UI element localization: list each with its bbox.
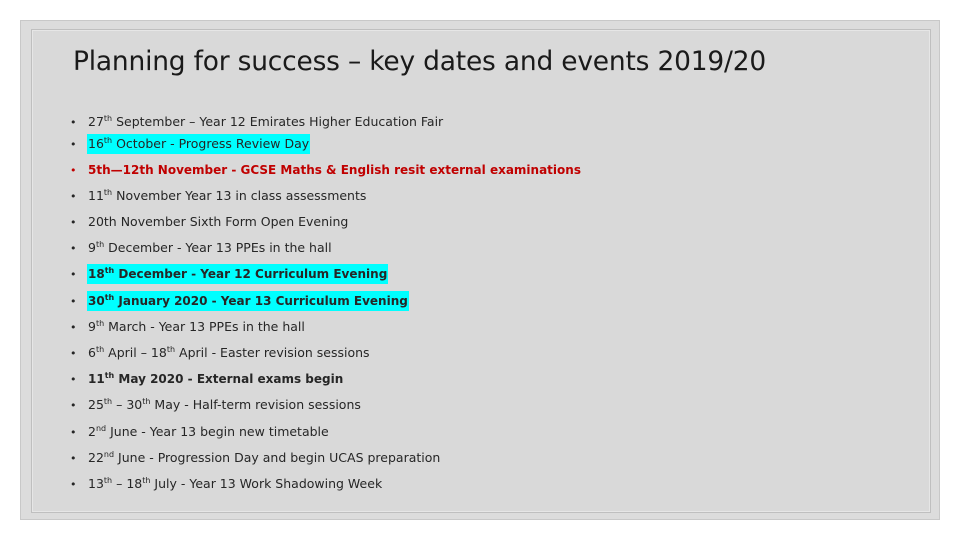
list-item-text <box>87 369 344 389</box>
ordinal-suffix: nd <box>103 450 115 459</box>
list-item <box>70 212 349 232</box>
list-item-text <box>87 186 367 206</box>
item-text-part: September – Year 12 Emirates Higher Education Fair <box>112 114 444 129</box>
list-item <box>70 448 441 468</box>
bullet-icon: • <box>70 164 77 177</box>
list-item <box>70 317 306 337</box>
item-text-part: – 30 <box>112 397 143 412</box>
list-item-text <box>87 474 383 494</box>
item-text-part: April - Easter revision sessions <box>175 345 370 360</box>
list-item <box>70 134 310 154</box>
item-text-part: – 18 <box>112 476 143 491</box>
item-text-part: May 2020 - External exams begin <box>114 372 344 386</box>
item-text-part: 22 <box>88 450 104 465</box>
bullet-icon: • <box>70 295 77 308</box>
bullet-icon: • <box>70 347 77 360</box>
list-item-text <box>87 317 306 337</box>
bullet-icon: • <box>70 399 77 412</box>
ordinal-suffix: th <box>103 476 113 485</box>
ordinal-suffix: th <box>142 476 151 485</box>
bullet-icon: • <box>70 190 77 203</box>
bullet-icon: • <box>70 138 77 151</box>
list-item-text <box>87 212 349 232</box>
item-text-part: 5th—12th November - GCSE Maths & English resit external examinations <box>88 163 581 177</box>
list-item-text <box>87 134 310 154</box>
ordinal-suffix: th <box>95 240 105 249</box>
page-title: Planning for success – key dates and events 2019/20 <box>73 46 767 77</box>
ordinal-suffix: th <box>103 136 113 145</box>
item-text-part: 25 <box>88 397 104 412</box>
item-text-part: 20th November Sixth Form Open Evening <box>88 214 349 229</box>
item-text-part: 11 <box>88 372 105 386</box>
list-item-text <box>87 448 441 468</box>
bullet-icon: • <box>70 478 77 491</box>
list-item <box>70 343 371 363</box>
bullet-icon: • <box>70 116 77 129</box>
list-item <box>70 238 333 258</box>
ordinal-suffix: th <box>104 293 115 302</box>
list-item <box>70 186 367 206</box>
bullet-icon: • <box>70 242 77 255</box>
ordinal-suffix: th <box>103 397 113 406</box>
item-text-part: 9 <box>88 240 96 255</box>
ordinal-suffix: th <box>103 114 113 123</box>
item-text-part: 16 <box>88 136 104 151</box>
ordinal-suffix: th <box>95 319 105 328</box>
item-text-part: December - Year 13 PPEs in the hall <box>104 240 332 255</box>
bullet-icon: • <box>70 321 77 334</box>
item-text-part: June - Progression Day and begin UCAS preparation <box>114 450 441 465</box>
list-item-text <box>87 112 444 132</box>
bullet-icon: • <box>70 452 77 465</box>
bullet-icon: • <box>70 373 77 386</box>
ordinal-suffix: th <box>103 188 113 197</box>
list-item-text <box>87 395 362 415</box>
list-item-text <box>87 264 388 284</box>
list-item-text <box>87 422 330 442</box>
ordinal-suffix: th <box>104 371 115 380</box>
item-text-part: April – 18 <box>104 345 167 360</box>
item-text-part: December - Year 12 Curriculum Evening <box>114 267 388 281</box>
bullet-icon: • <box>70 426 77 439</box>
list-item <box>70 160 582 180</box>
list-item-text <box>87 238 333 258</box>
item-text-part: 18 <box>88 267 105 281</box>
item-text-part: June - Year 13 begin new timetable <box>106 424 329 439</box>
list-item <box>70 395 362 415</box>
item-text-part: 9 <box>88 319 96 334</box>
item-text-part: July - Year 13 Work Shadowing Week <box>150 476 383 491</box>
item-text-part: 27 <box>88 114 104 129</box>
ordinal-suffix: th <box>166 345 176 354</box>
ordinal-suffix: nd <box>95 424 107 433</box>
item-text-part: May - Half-term revision sessions <box>150 397 361 412</box>
list-item <box>70 474 383 494</box>
list-item <box>70 369 344 389</box>
ordinal-suffix: th <box>142 397 151 406</box>
item-text-part: January 2020 - Year 13 Curriculum Evening <box>114 294 408 308</box>
item-text-part: March - Year 13 PPEs in the hall <box>104 319 305 334</box>
list-item-text <box>87 343 371 363</box>
bullet-icon: • <box>70 268 77 281</box>
item-text-part: November Year 13 in class assessments <box>112 188 367 203</box>
ordinal-suffix: th <box>104 266 115 275</box>
list-item <box>70 264 388 284</box>
item-text-part: October - Progress Review Day <box>112 136 310 151</box>
bullet-icon: • <box>70 216 77 229</box>
item-text-part: 2 <box>88 424 96 439</box>
ordinal-suffix: th <box>95 345 105 354</box>
list-item <box>70 291 409 311</box>
item-text-part: 11 <box>88 188 104 203</box>
list-item <box>70 422 330 442</box>
item-text-part: 6 <box>88 345 96 360</box>
item-text-part: 13 <box>88 476 104 491</box>
list-item-text <box>87 291 409 311</box>
list-item-text <box>87 160 582 180</box>
item-text-part: 30 <box>88 294 105 308</box>
list-item <box>70 112 444 132</box>
